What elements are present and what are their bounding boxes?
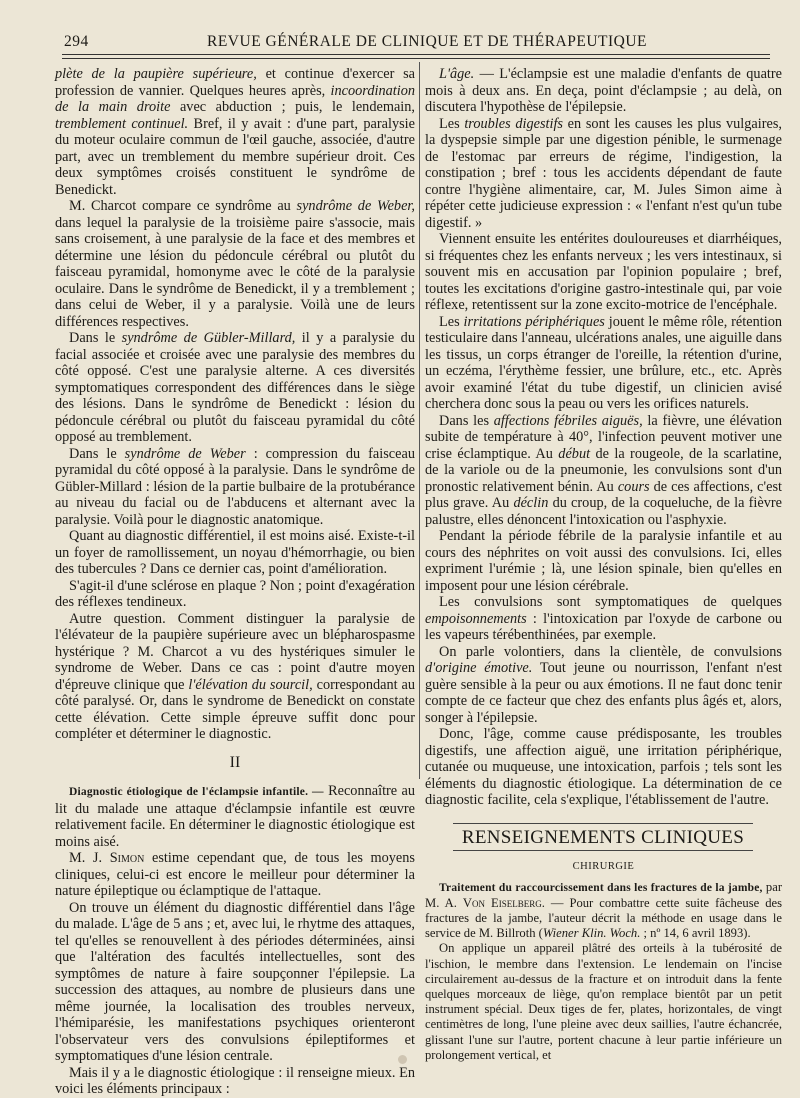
header-rule bbox=[62, 58, 770, 59]
paragraph: Dans le syndrôme de Gübler-Millard, il y a paralysie du facial associée et croisée avec une paralysie des membres du côté opposé. C'est une paralysie alterne. A ces diversités symptomatiques correspondent des différences dans le siège des lésions. Dans le syndrôme de Benedickt : lésion du pédoncule cérébral ou plutôt du faisceau pyramidal du côté opposé au tremblement. bbox=[55, 330, 415, 445]
paragraph: Viennent ensuite les entérites douloureuses et diarrhéiques, si fréquentes chez les enfants nerveux ; les vers intestinaux, si souvent mis en accusation par l'opinion populaire ; bref, toutes les excitations d'origine gastro-intestinale qui, par voie réflexe, retentissent sur la zone excito-motrice de l'encéphale. bbox=[425, 231, 782, 313]
paragraph: On parle volontiers, dans la clientèle, de convulsions d'origine émotive. Tout jeune ou nourrisson, l'enfant n'est guère sensible à la peur ou aux émotions. Il ne faut donc tenir compte de ce facteur que chez des enfants plus âgés et, alors, songer à l'épilepsie. bbox=[425, 643, 782, 726]
section-heading: II bbox=[229, 753, 241, 771]
paragraph: Quant au diagnostic différentiel, il est moins aisé. Existe-t-il un foyer de ramollissement, un noyau d'hémorrhagie, ou bien des tubercules ? Dans ce dernier cas, point d'amélioration. bbox=[55, 528, 415, 577]
paragraph: Traitement du raccourcissement dans les fractures de la jambe, par M. A. Von Eiselberg. — Pour combattre cette suite fâcheuse des fractures de la jambe, l'auteur décrit la méthode en usage dans le service de M. Billroth (Wiener Klin. Woch. ; nº 14, 6 avril 1893). bbox=[425, 879, 783, 941]
page-number: 294 bbox=[64, 33, 89, 50]
paragraph: Les troubles digestifs en sont les causes les plus vulgaires, la dyspepsie simple par une digestion pénible, le surmenage de l'estomac par erreurs de régime, l'indigestion, la constipation ; bref : tous les accidents dépendant de faute contre l'hygiène alimentaire, car, M. Jules Simon aime à répéter cette judicieuse expression : « l'enfant n'est qu'un tube digestif. » bbox=[425, 115, 782, 231]
paragraph: M. J. Simon estime cependant que, de tous les moyens cliniques, celui-ci est encore le meilleur pour déterminer la nature épileptique ou éclamptique de l'attaque. bbox=[55, 850, 415, 899]
paragraph: Les convulsions sont symptomatiques de quelques empoisonnements : l'intoxication par l'oxyde de carbone ou les vapeurs térébenthinées, par exemple. bbox=[425, 594, 782, 643]
paragraph: On applique un appareil plâtré des orteils à la tubérosité de l'ischion, le membre dans l'extension. Le lendemain on l'incise circulairement au-dessus de la fracture et on introduit dans la fente quelques morceaux de liège, qu'on remplace bientôt par un petit instrument spécial. Deux tiges de fer, plates, horizontales, de vingt centimètres de long, l'une pleine avec deux saillies, l'autre échancrée, glissant l'une sur l'autre, portent chacune à leur partie inférieure un prolongement vertical, et bbox=[425, 941, 782, 1062]
left-column bbox=[55, 66, 415, 1098]
column-divider bbox=[419, 62, 420, 779]
right-column bbox=[425, 66, 782, 1063]
journal-title: REVUE GÉNÉRALE DE CLINIQUE ET DE THÉRAPEUTIQUE bbox=[207, 33, 648, 50]
paragraph: Pendant la période fébrile de la paralysie infantile et au cours des néphrites on voit aussi des convulsions. Ici, elles expriment l'urémie ; là, une lésion spinale, bien qu'elles en imposent pour une lésion cérébrale. bbox=[425, 528, 782, 594]
runin-heading: Diagnostic étiologique de l'éclampsie infantile. — bbox=[69, 786, 324, 798]
paragraph: Diagnostic étiologique de l'éclampsie infantile. — Reconnaître au lit du malade une attaque d'éclampsie infantile est œuvre relativement facile. En déterminer le diagnostic étiologique est moins aisé. bbox=[55, 783, 415, 850]
running-header bbox=[62, 30, 770, 55]
runin-heading: Traitement du raccourcissement dans les fractures de la jambe, bbox=[439, 881, 763, 894]
paragraph: Les irritations périphériques jouent le même rôle, rétention testiculaire dans l'anneau, ulcérations anales, une aiguille dans les tissus, un corps étranger de l'oreille, la rétention d'urine, un eczéma, l'érythème fessier, une brûlure, etc., etc. Après avoir examiné l'état du tube digestif, un clinicien avisé cherchera donc sous la peau ou vers les orifices naturels. bbox=[425, 313, 782, 412]
paragraph: S'agit-il d'une sclérose en plaque ? Non ; point d'exagération des réflexes tendineux. bbox=[55, 577, 415, 610]
paragraph: Dans le syndrôme de Weber : compression du faisceau pyramidal du côté opposé à la paralysie. Dans le syndrôme de Gübler-Millard : lésion de la partie bulbaire de la protubérance au niveau du facial ou de l'abducens et alternant avec la paralysie. Voilà pour le diagnostic anatomique. bbox=[55, 445, 415, 528]
paragraph: Autre question. Comment distinguer la paralysie de l'élévateur de la paupière supérieure avec un blépharospasme hystérique ? M. Charcot a vu des hystériques simuler le syndrome de Weber. Dans ce cas : point d'autre moyen d'épreuve clinique que l'élévation du sourcil, correspondant au côté paralysé. Or, dans le syndrome de Benedickt on constate cette élévation. Cette simple épreuve suffit donc pour compléter et déterminer le diagnostic. bbox=[55, 610, 415, 742]
paragraph: On trouve un élément du diagnostic différentiel dans l'âge du malade. L'âge de 5 ans ; et, avec lui, le rhytme des attaques, tel qu'elles se renouvellent à des périodes déterminées, ainsi que l'altération des facultés intellectuelles, sont des symptômes de nature à faire soupçonner l'épilepsie. La succession des attaques, au nombre de plusieurs dans une même journée, la localisation des troubles nerveux, l'hémiparésie, les manifestations psychiques orienteront l'observateur vers des convulsions épileptiformes et symptomatiques d'une lésion centrale. bbox=[55, 899, 415, 1064]
paragraph: Donc, l'âge, comme cause prédisposante, les troubles digestifs, une affection aiguë, une irritation périphérique, cutanée ou muqueuse, une intoxication, parfois ; tels sont les éléments du diagnostic étiologique. La détermination de ce diagnostic facilite, cela s'explique, l'établissement de l'autre. bbox=[425, 726, 782, 808]
paragraph: Mais il y a le diagnostic étiologique : il renseigne mieux. En voici les éléments principaux : bbox=[55, 1064, 415, 1097]
subsection-label: CHIRURGIE bbox=[572, 861, 635, 872]
paragraph: Dans les affections fébriles aiguës, la fièvre, une élévation subite de température à 40°, l'infection peuvent motiver une crise éclamptique. Au début de la rougeole, de la scarlatine, de la variole ou de la pneumonie, les convulsions sont d'un pronostic relativement bénin. Au cours de ces affections, c'est plus grave. Au déclin du croup, de la coqueluche, de la fièvre palustre, elles dénoncent l'intoxication ou l'asphyxie. bbox=[425, 412, 782, 528]
paragraph: M. Charcot compare ce syndrôme au syndrôme de Weber, dans lequel la paralysie de la troisième paire s'associe, mais sans croisement, à une paralysie de la face et des membres et détermine une lésion du pédoncule cérébral ou plutôt du faisceau pyramidal, homonyme avec le côté de la paralysie oculaire. Dans le syndrôme de Benedickt, il y a tremblement ; dans celui de Weber, il y a paralysie. Voilà une de leurs différences respectives. bbox=[55, 198, 415, 330]
paragraph: L'âge. — L'éclampsie est une maladie d'enfants de quatre mois à deux ans. En deça, point d'éclampsie ; au delà, on discutera l'hypothèse de l'épilepsie. bbox=[425, 66, 782, 115]
section-banner: RENSEIGNEMENTS CLINIQUES bbox=[453, 823, 753, 852]
paragraph: plète de la paupière supérieure, et continue d'exercer sa profession de vannier. Quelques heures après, incoordination de la main droite avec abduction ; puis, le lendemain, tremblement continuel. Bref, il y avait : d'une part, paralysie du moteur oculaire commun de l'œil gauche, associée, d'autre part, avec un tremblement du membre supérieur droit. Ces deux symptômes croisés constituent le syndrôme de Benedickt. bbox=[55, 66, 415, 198]
